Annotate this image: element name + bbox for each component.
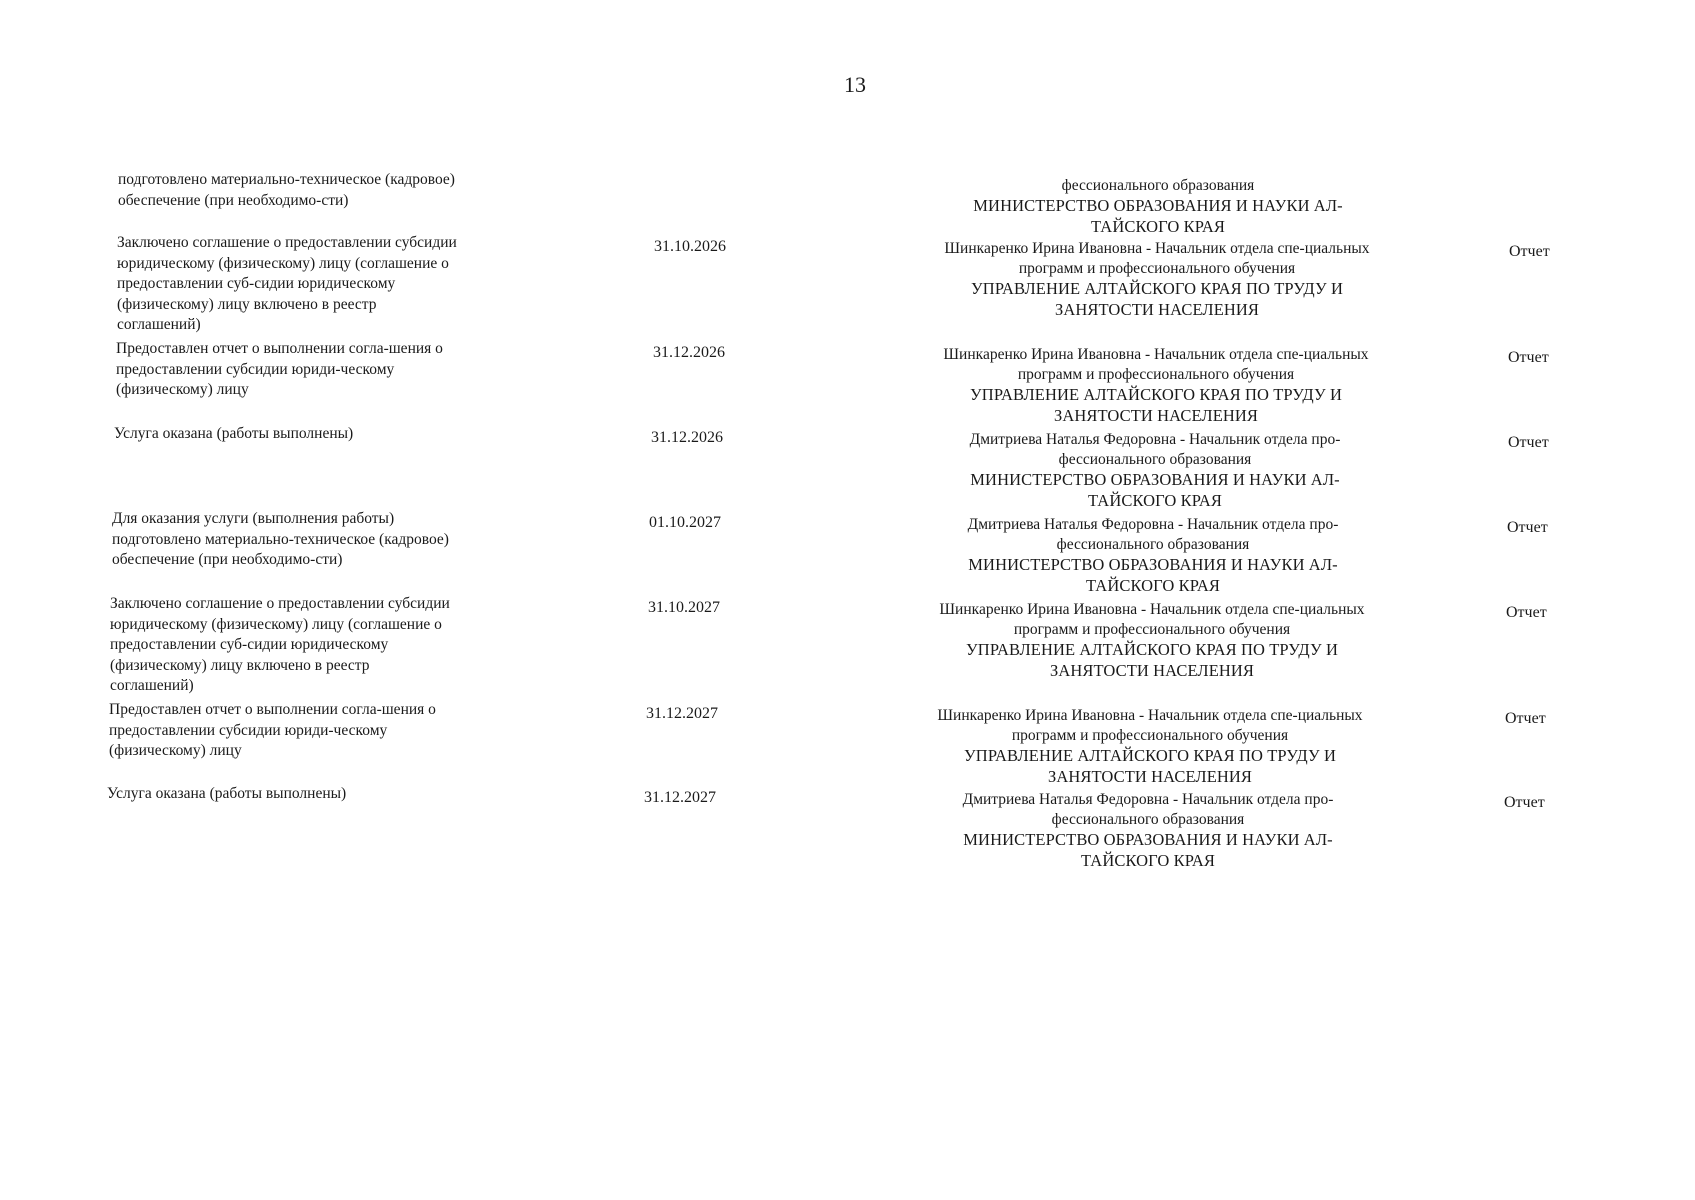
responsible-org: МИНИСТЕРСТВО ОБРАЗОВАНИЯ И НАУКИ АЛ-ТАЙСКОГО КРАЯ [963,830,1333,870]
page-number: 13 [844,72,866,97]
document-type: Отчет [1508,434,1549,451]
event-date: 31.12.2026 [653,344,725,361]
document-type: Отчет [1504,794,1545,811]
responsible-cell [933,515,1373,596]
responsible-cell [930,706,1370,787]
event-date: 31.12.2026 [651,429,723,446]
responsible-cell [932,600,1372,681]
event-text: Предоставлен отчет о выполнении согла-шения о предоставлении субсидии юриди-ческому (физическому) лицу [109,701,436,759]
responsible-org: УПРАВЛЕНИЕ АЛТАЙСКОГО КРАЯ ПО ТРУДУ И ЗАНЯТОСТИ НАСЕЛЕНИЯ [964,746,1336,786]
responsible-person: Дмитриева Наталья Федоровна - Начальник отдела про-фессионального образования [962,791,1334,828]
responsible-person: Дмитриева Наталья Федоровна - Начальник отдела про-фессионального образования [969,431,1341,468]
document-type: Отчет [1506,604,1547,621]
responsible-person: Шинкаренко Ирина Ивановна - Начальник отдела спе-циальных программ и профессионального обучения [939,601,1365,638]
responsible-cell [928,790,1368,871]
event-text: Заключено соглашение о предоставлении субсидии юридическому (физическому) лицу (соглашение о предоставлении суб-сидии юридическому (физическому) лицу включено в реестр соглашений) [110,595,450,694]
event-text: подготовлено материально-техническое (кадровое) обеспечение (при необходимо-сти) [118,171,455,209]
responsible-org: УПРАВЛЕНИЕ АЛТАЙСКОГО КРАЯ ПО ТРУДУ И ЗАНЯТОСТИ НАСЕЛЕНИЯ [966,640,1338,680]
event-text: Услуга оказана (работы выполнены) [107,785,347,802]
responsible-org: МИНИСТЕРСТВО ОБРАЗОВАНИЯ И НАУКИ АЛ-ТАЙСКОГО КРАЯ [970,470,1340,510]
responsible-person: Шинкаренко Ирина Ивановна - Начальник отдела спе-циальных программ и профессионального обучения [943,346,1369,383]
event-text: Предоставлен отчет о выполнении согла-шения о предоставлении субсидии юриди-ческому (физическому) лицу [116,340,443,398]
document-type: Отчет [1508,349,1549,366]
responsible-person: Шинкаренко Ирина Ивановна - Начальник отдела спе-циальных программ и профессионального обучения [944,240,1370,277]
responsible-cell [938,176,1378,237]
document-type: Отчет [1505,710,1546,727]
responsible-org: УПРАВЛЕНИЕ АЛТАЙСКОГО КРАЯ ПО ТРУДУ И ЗАНЯТОСТИ НАСЕЛЕНИЯ [970,385,1342,425]
responsible-person: Дмитриева Наталья Федоровна - Начальник отдела про-фессионального образования [967,516,1339,553]
event-date: 31.12.2027 [646,705,718,722]
event-date: 01.10.2027 [649,514,721,531]
document-type: Отчет [1507,519,1548,536]
event-date: 31.10.2027 [648,599,720,616]
responsible-org: МИНИСТЕРСТВО ОБРАЗОВАНИЯ И НАУКИ АЛ-ТАЙСКОГО КРАЯ [968,555,1338,595]
responsible-cell [937,239,1377,320]
responsible-person: фессионального образования [1061,177,1255,194]
event-date: 31.10.2026 [654,238,726,255]
responsible-org: МИНИСТЕРСТВО ОБРАЗОВАНИЯ И НАУКИ АЛ-ТАЙСКОГО КРАЯ [973,196,1343,236]
responsible-org: УПРАВЛЕНИЕ АЛТАЙСКОГО КРАЯ ПО ТРУДУ И ЗАНЯТОСТИ НАСЕЛЕНИЯ [971,279,1343,319]
responsible-person: Шинкаренко Ирина Ивановна - Начальник отдела спе-циальных программ и профессионального обучения [937,707,1363,744]
event-text: Заключено соглашение о предоставлении субсидии юридическому (физическому) лицу (соглашение о предоставлении суб-сидии юридическому (физическому) лицу включено в реестр соглашений) [117,234,457,333]
event-text: Услуга оказана (работы выполнены) [114,425,354,442]
document-type: Отчет [1509,243,1550,260]
event-date: 31.12.2027 [644,789,716,806]
event-text: Для оказания услуги (выполнения работы) подготовлено материально-техническое (кадровое) обеспечение (при необходимо-сти) [112,510,449,568]
responsible-cell [936,345,1376,426]
responsible-cell [935,430,1375,511]
